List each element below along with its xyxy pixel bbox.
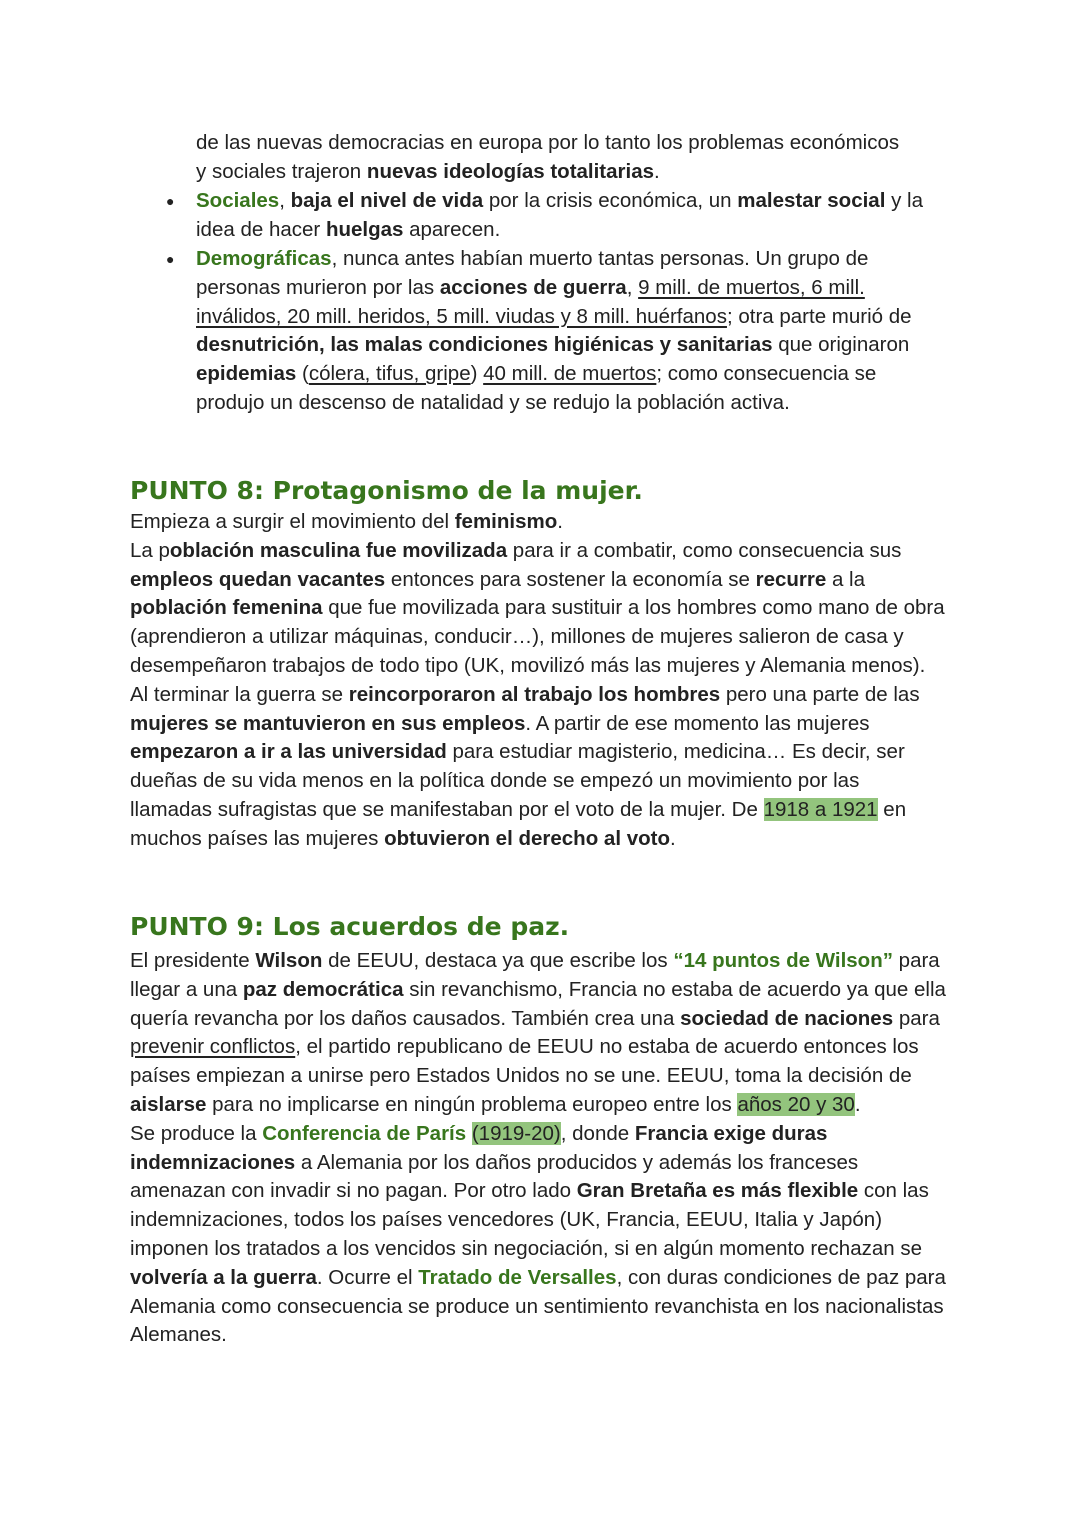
punto9-body (130, 947, 950, 1350)
bullet-dot-icon: ● (166, 193, 175, 209)
punto9-paragraph-1: El presidente Wilson de EEUU, destaca ya que escribe los “14 puntos de Wilson” para llegar a una paz democrática sin revanchismo, Francia no estaba de acuerdo ya que ella quería revancha por los daños causados. También crea una sociedad de naciones para prevenir conflictos, el partido republicano de EEUU no estaba de acuerdo entonces los países empiezan a unirse pero Estados Unidos no se une. EEUU, toma la decisión de aislarse para no implicarse en ningún problema europeo entre los años 20 y 30. (130, 949, 946, 1116)
intro-line-1: de las nuevas democracias en europa por lo tanto los problemas económicos (196, 131, 900, 154)
sociales-label: Sociales (196, 189, 280, 212)
demograficas-label: Demográficas (196, 247, 332, 270)
punto9-paragraph-2: Se produce la Conferencia de París (1919-20), donde Francia exige duras indemnizaciones a Alemania por los daños producidos y además los franceses amenazan con invadir si no pagan. Por otro lado Gran Bretaña es más flexible con las indemnizaciones, todos los países vencedores (UK, Francia, EEUU, Italia y Japón) imponen los tratados a los vencidos sin negociación, si en algún momento rechazan se volvería a la guerra. Ocurre el Tratado de Versalles, con duras condiciones de paz para Alemania como consecuencia se produce un sentimiento revanchista en los nacionalistas Alemanes. (130, 1121, 946, 1347)
punto8-intro: Empieza a surgir el movimiento del feminismo. (130, 510, 563, 533)
punto8-body (130, 508, 945, 854)
bullet-demograficas: ● Demográficas, nunca antes habían muerto tantas personas. Un grupo de personas murieron por las acciones de guerra, 9 mill. de muertos, 6 mill. inválidos, 20 mill. heridos, 5 mill. viudas y 8 mill. huérfanos; otra parte murió de desnutrición, las malas condiciones higiénicas y sanitarias que originaron epidemias (cólera, tifus, gripe) 40 mill. de muertos; como consecuencia se produjo un descenso de natalidad y se redujo la población activa. (166, 247, 912, 414)
intro-paragraph (196, 129, 956, 187)
bullet-dot-icon: ● (166, 251, 175, 267)
highlight-years: 1918 a 1921 (763, 797, 878, 821)
punto9-heading: PUNTO 9: Los acuerdos de paz. (130, 912, 570, 941)
intro-line-2: y sociales trajeron nuevas ideologías totalitarias. (196, 159, 660, 183)
highlight-conference-years: (1919-20) (471, 1121, 561, 1145)
punto8-heading: PUNTO 8: Protagonismo de la mujer. (130, 476, 643, 505)
highlight-decades: años 20 y 30 (737, 1092, 855, 1116)
punto8-paragraph: La población masculina fue movilizada para ir a combatir, como consecuencia sus empleos quedan vacantes entonces para sostener la economía se recurre a la población femenina que fue movilizada para sustituir a los hombres como mano de obra (aprendieron a utilizar máquinas, conducir…), millones de mujeres salieron de casa y desempeñaron trabajos de todo tipo (UK, movilizó más las mujeres y Alemania menos). Al terminar la guerra se reincorporaron al trabajo los hombres pero una parte de las mujeres se mantuvieron en sus empleos. A partir de ese momento las mujeres empezaron a ir a las universidad para estudiar magisterio, medicina… Es decir, ser dueñas de su vida menos en la política donde se empezó un movimiento por las llamadas sufragistas que se manifestaban por el voto de la mujer. De 1918 a 1921 en muchos países las mujeres obtuvieron el derecho al voto. (130, 538, 945, 850)
bullet-sociales: ● Sociales, baja el nivel de vida por la crisis económica, un malestar social y la idea de hacer huelgas aparecen. (166, 189, 924, 241)
